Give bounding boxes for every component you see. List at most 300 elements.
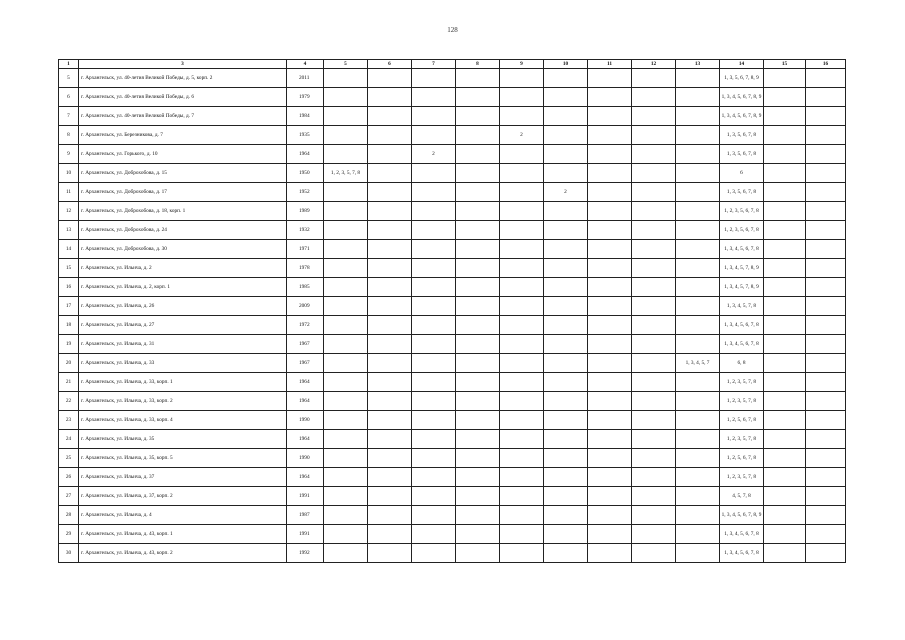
data-cell: [500, 221, 544, 240]
column-header: 16: [806, 60, 846, 69]
data-cell: [806, 183, 846, 202]
data-cell: [544, 240, 588, 259]
year-cell: 1979: [287, 88, 324, 107]
data-cell: [324, 525, 368, 544]
data-cell: [588, 430, 632, 449]
data-cell: [676, 468, 720, 487]
data-cell: [456, 506, 500, 525]
column-header: 12: [632, 60, 676, 69]
data-cell: [676, 335, 720, 354]
data-cell: [412, 544, 456, 563]
data-cell: [544, 335, 588, 354]
data-cell: [806, 373, 846, 392]
address-cell: г. Архангельск, ул. Доброхобова, д. 24: [79, 221, 287, 240]
data-cell: [412, 525, 456, 544]
data-cell: [806, 164, 846, 183]
data-cell: [368, 392, 412, 411]
data-cell: [412, 126, 456, 145]
data-cell: [588, 392, 632, 411]
data-cell: [764, 278, 806, 297]
data-cell: [544, 430, 588, 449]
data-cell: 1, 3, 4, 5, 6, 7, 8, 9: [720, 506, 764, 525]
data-cell: [368, 430, 412, 449]
data-cell: [676, 240, 720, 259]
data-cell: [456, 202, 500, 221]
address-cell: г. Архангельск, ул. Ильича, д. 33, корп. 4: [79, 411, 287, 430]
data-cell: [632, 259, 676, 278]
column-header: 11: [588, 60, 632, 69]
column-header: 1: [59, 60, 79, 69]
data-cell: 2: [500, 126, 544, 145]
data-cell: 1, 3, 4, 5, 7, 8: [720, 297, 764, 316]
data-cell: [632, 468, 676, 487]
data-cell: [368, 468, 412, 487]
data-cell: [368, 506, 412, 525]
row-number-cell: 24: [59, 430, 79, 449]
data-cell: 1, 3, 4, 5, 7, 8, 9: [720, 278, 764, 297]
data-cell: [632, 240, 676, 259]
year-cell: 1984: [287, 107, 324, 126]
data-cell: [500, 145, 544, 164]
data-cell: [500, 373, 544, 392]
data-cell: [500, 107, 544, 126]
data-cell: [500, 411, 544, 430]
row-number-cell: 7: [59, 107, 79, 126]
data-cell: [588, 145, 632, 164]
data-cell: [632, 221, 676, 240]
data-cell: [544, 392, 588, 411]
table-row: [59, 259, 846, 278]
data-cell: [806, 449, 846, 468]
data-cell: [544, 354, 588, 373]
data-cell: 1, 2, 5, 6, 7, 8: [720, 449, 764, 468]
row-number-cell: 25: [59, 449, 79, 468]
data-cell: [456, 126, 500, 145]
data-cell: [324, 69, 368, 88]
data-cell: [676, 544, 720, 563]
data-cell: [806, 126, 846, 145]
data-cell: [368, 354, 412, 373]
data-cell: [764, 525, 806, 544]
data-cell: [676, 392, 720, 411]
data-cell: [806, 335, 846, 354]
data-cell: [544, 411, 588, 430]
year-cell: 1987: [287, 506, 324, 525]
data-cell: [412, 297, 456, 316]
data-cell: [412, 202, 456, 221]
data-cell: [676, 278, 720, 297]
data-cell: [500, 297, 544, 316]
data-cell: [632, 354, 676, 373]
address-cell: г. Архангельск, ул. Доброхобова, д. 18, корп. 1: [79, 202, 287, 221]
data-cell: [632, 107, 676, 126]
data-cell: [588, 487, 632, 506]
data-cell: 1, 3, 5, 6, 7, 8, 9: [720, 69, 764, 88]
data-cell: [764, 373, 806, 392]
data-cell: [764, 221, 806, 240]
data-cell: [500, 316, 544, 335]
data-cell: [500, 69, 544, 88]
data-cell: 6, 8: [720, 354, 764, 373]
table-row: [59, 335, 846, 354]
data-cell: [632, 430, 676, 449]
data-cell: [806, 240, 846, 259]
data-cell: [324, 259, 368, 278]
data-cell: [764, 126, 806, 145]
data-cell: [412, 240, 456, 259]
data-cell: [676, 164, 720, 183]
data-cell: [500, 544, 544, 563]
data-cell: [588, 259, 632, 278]
data-cell: [500, 506, 544, 525]
data-cell: [412, 278, 456, 297]
data-cell: [500, 335, 544, 354]
data-cell: [368, 145, 412, 164]
data-cell: [368, 449, 412, 468]
year-cell: 1992: [287, 544, 324, 563]
column-header: 6: [368, 60, 412, 69]
data-cell: [324, 544, 368, 563]
year-cell: 1952: [287, 183, 324, 202]
data-cell: [676, 449, 720, 468]
data-cell: [544, 373, 588, 392]
data-cell: [500, 202, 544, 221]
data-cell: [412, 354, 456, 373]
column-header: 9: [500, 60, 544, 69]
data-cell: [806, 259, 846, 278]
data-cell: [500, 392, 544, 411]
data-cell: [412, 164, 456, 183]
data-cell: [412, 506, 456, 525]
data-cell: [412, 468, 456, 487]
row-number-cell: 15: [59, 259, 79, 278]
data-cell: [806, 487, 846, 506]
data-cell: [764, 449, 806, 468]
table-row: [59, 221, 846, 240]
data-cell: [676, 259, 720, 278]
year-cell: 1967: [287, 335, 324, 354]
data-cell: 1, 3, 4, 5, 6, 7, 8, 9: [720, 107, 764, 126]
data-cell: 1, 2, 3, 5, 6, 7, 8: [720, 221, 764, 240]
data-cell: [676, 221, 720, 240]
data-cell: [588, 297, 632, 316]
table-row: [59, 126, 846, 145]
data-cell: [676, 316, 720, 335]
table-row: [59, 278, 846, 297]
data-cell: [676, 297, 720, 316]
data-cell: [456, 297, 500, 316]
data-cell: [544, 202, 588, 221]
data-cell: [764, 183, 806, 202]
column-header: 14: [720, 60, 764, 69]
data-cell: [412, 335, 456, 354]
year-cell: 1985: [287, 278, 324, 297]
data-cell: [412, 221, 456, 240]
data-cell: [632, 506, 676, 525]
data-cell: [676, 69, 720, 88]
row-number-cell: 22: [59, 392, 79, 411]
row-number-cell: 26: [59, 468, 79, 487]
data-cell: 1, 3, 4, 5, 6, 7, 8: [720, 525, 764, 544]
table-header-row: [59, 60, 846, 69]
row-number-cell: 10: [59, 164, 79, 183]
data-cell: [764, 354, 806, 373]
data-table: [58, 59, 846, 563]
column-header: 5: [324, 60, 368, 69]
data-cell: [368, 297, 412, 316]
data-cell: [632, 373, 676, 392]
table-row: [59, 392, 846, 411]
address-cell: г. Архангельск, ул. Ильича, д. 43, корп. 1: [79, 525, 287, 544]
data-cell: [588, 221, 632, 240]
table-row: [59, 411, 846, 430]
year-cell: 1950: [287, 164, 324, 183]
column-header: 8: [456, 60, 500, 69]
data-cell: [764, 316, 806, 335]
address-cell: г. Архангельск, ул. Горького, д. 10: [79, 145, 287, 164]
data-cell: [324, 411, 368, 430]
address-cell: г. Архангельск, ул. 40-летия Великой Победы, д. 7: [79, 107, 287, 126]
address-cell: г. Архангельск, ул. Ильича, д. 27: [79, 316, 287, 335]
data-cell: 1, 3, 5, 6, 7, 8: [720, 126, 764, 145]
row-number-cell: 11: [59, 183, 79, 202]
data-cell: [676, 145, 720, 164]
data-cell: 2: [544, 183, 588, 202]
data-cell: [368, 259, 412, 278]
data-cell: [544, 69, 588, 88]
table-row: [59, 145, 846, 164]
address-cell: г. Архангельск, ул. Ильича, д. 43, корп. 2: [79, 544, 287, 563]
data-cell: [456, 145, 500, 164]
year-cell: 1935: [287, 126, 324, 145]
column-header: 15: [764, 60, 806, 69]
data-cell: [412, 69, 456, 88]
data-cell: [324, 145, 368, 164]
column-header: 4: [287, 60, 324, 69]
column-header: 3: [79, 60, 287, 69]
table-row: [59, 164, 846, 183]
data-cell: [544, 278, 588, 297]
year-cell: 1971: [287, 240, 324, 259]
data-cell: [456, 164, 500, 183]
data-cell: [544, 145, 588, 164]
data-cell: [632, 487, 676, 506]
data-cell: 6: [720, 164, 764, 183]
address-cell: г. Архангельск, ул. Ильича, д. 4: [79, 506, 287, 525]
row-number-cell: 16: [59, 278, 79, 297]
data-cell: [588, 240, 632, 259]
data-cell: [412, 487, 456, 506]
data-cell: [456, 411, 500, 430]
data-cell: [806, 221, 846, 240]
data-cell: [324, 221, 368, 240]
data-cell: [588, 183, 632, 202]
column-header: 10: [544, 60, 588, 69]
data-cell: [412, 373, 456, 392]
data-cell: [806, 392, 846, 411]
row-number-cell: 21: [59, 373, 79, 392]
data-cell: [544, 525, 588, 544]
data-cell: [632, 411, 676, 430]
address-cell: г. Архангельск, ул. Ильича, д. 35: [79, 430, 287, 449]
data-cell: 1, 3, 4, 5, 6, 7, 8: [720, 316, 764, 335]
data-cell: [324, 297, 368, 316]
data-cell: [764, 487, 806, 506]
data-cell: [456, 69, 500, 88]
table-row: [59, 487, 846, 506]
year-cell: 1972: [287, 316, 324, 335]
row-number-cell: 9: [59, 145, 79, 164]
data-cell: [544, 221, 588, 240]
row-number-cell: 14: [59, 240, 79, 259]
data-cell: [368, 525, 412, 544]
table-row: [59, 240, 846, 259]
data-cell: [412, 259, 456, 278]
table-row: [59, 354, 846, 373]
data-cell: [368, 278, 412, 297]
data-cell: [456, 316, 500, 335]
year-cell: 1978: [287, 259, 324, 278]
data-cell: [368, 411, 412, 430]
data-cell: [456, 335, 500, 354]
address-cell: г. Архангельск, ул. Ильича, д. 31: [79, 335, 287, 354]
table-row: [59, 107, 846, 126]
data-cell: [806, 468, 846, 487]
table-body: [59, 69, 846, 563]
data-cell: [324, 430, 368, 449]
data-cell: 1, 2, 3, 5, 7, 8: [720, 468, 764, 487]
address-cell: г. Архангельск, ул. Ильича, д. 33, корп. 1: [79, 373, 287, 392]
data-cell: [588, 544, 632, 563]
year-cell: 1991: [287, 487, 324, 506]
data-cell: [500, 183, 544, 202]
address-cell: г. Архангельск, ул. Ильича, д. 2, корп. 1: [79, 278, 287, 297]
data-cell: [500, 430, 544, 449]
row-number-cell: 20: [59, 354, 79, 373]
data-cell: [456, 259, 500, 278]
address-cell: г. Архангельск, ул. 40-летия Великой Победы, д. 6: [79, 88, 287, 107]
table-row: [59, 69, 846, 88]
data-cell: 1, 3, 4, 5, 7, 8, 9: [720, 259, 764, 278]
data-cell: [764, 506, 806, 525]
address-cell: г. Архангельск, ул. Березникова, д. 7: [79, 126, 287, 145]
data-cell: [412, 183, 456, 202]
data-cell: [500, 449, 544, 468]
row-number-cell: 5: [59, 69, 79, 88]
data-cell: [412, 88, 456, 107]
data-cell: [368, 202, 412, 221]
data-cell: 1, 2, 3, 5, 7, 8: [324, 164, 368, 183]
data-cell: [324, 373, 368, 392]
data-cell: 1, 3, 4, 5, 6, 7, 8, 9: [720, 88, 764, 107]
data-cell: [368, 88, 412, 107]
data-cell: [368, 373, 412, 392]
address-cell: г. Архангельск, ул. Ильича, д. 37, корп. 2: [79, 487, 287, 506]
data-cell: [324, 468, 368, 487]
data-cell: [764, 107, 806, 126]
column-header: 7: [412, 60, 456, 69]
year-cell: 1990: [287, 449, 324, 468]
table-row: [59, 525, 846, 544]
data-cell: [544, 449, 588, 468]
year-cell: 2009: [287, 297, 324, 316]
data-cell: [544, 487, 588, 506]
data-cell: [324, 506, 368, 525]
data-cell: [764, 335, 806, 354]
data-cell: [632, 88, 676, 107]
data-cell: [456, 544, 500, 563]
data-cell: [456, 107, 500, 126]
address-cell: г. Архангельск, ул. Ильича, д. 26: [79, 297, 287, 316]
data-cell: [632, 164, 676, 183]
data-cell: [456, 183, 500, 202]
data-cell: [324, 392, 368, 411]
data-cell: [806, 430, 846, 449]
data-cell: [764, 259, 806, 278]
data-cell: [368, 69, 412, 88]
data-cell: [544, 297, 588, 316]
year-cell: 2011: [287, 69, 324, 88]
data-cell: [368, 183, 412, 202]
data-cell: [544, 126, 588, 145]
row-number-cell: 17: [59, 297, 79, 316]
data-cell: [632, 297, 676, 316]
data-cell: [764, 88, 806, 107]
address-cell: г. Архангельск, ул. Ильича, д. 35, корп. 5: [79, 449, 287, 468]
table-row: [59, 183, 846, 202]
data-cell: [500, 240, 544, 259]
data-cell: [544, 88, 588, 107]
data-cell: 1, 2, 3, 5, 7, 8: [720, 430, 764, 449]
row-number-cell: 6: [59, 88, 79, 107]
data-cell: 1, 3, 4, 5, 6, 7, 8: [720, 240, 764, 259]
data-cell: [324, 107, 368, 126]
data-cell: [632, 544, 676, 563]
data-cell: [806, 88, 846, 107]
data-cell: [588, 69, 632, 88]
data-cell: [806, 278, 846, 297]
address-cell: г. Архангельск, ул. Доброхобова, д. 30: [79, 240, 287, 259]
data-cell: [544, 468, 588, 487]
data-cell: [500, 278, 544, 297]
data-cell: [806, 544, 846, 563]
data-cell: [632, 278, 676, 297]
data-cell: [500, 88, 544, 107]
data-cell: [500, 487, 544, 506]
year-cell: 1964: [287, 468, 324, 487]
data-cell: [456, 392, 500, 411]
table-row: [59, 449, 846, 468]
data-cell: [764, 240, 806, 259]
data-cell: [324, 88, 368, 107]
year-cell: 1991: [287, 525, 324, 544]
data-cell: [806, 69, 846, 88]
data-cell: [544, 316, 588, 335]
data-cell: [588, 373, 632, 392]
row-number-cell: 27: [59, 487, 79, 506]
data-cell: [764, 202, 806, 221]
data-cell: [368, 544, 412, 563]
data-cell: [324, 202, 368, 221]
data-cell: [324, 316, 368, 335]
data-cell: [324, 183, 368, 202]
row-number-cell: 13: [59, 221, 79, 240]
table-row: [59, 297, 846, 316]
data-cell: [632, 183, 676, 202]
data-cell: [806, 354, 846, 373]
table-row: [59, 544, 846, 563]
data-cell: [412, 392, 456, 411]
